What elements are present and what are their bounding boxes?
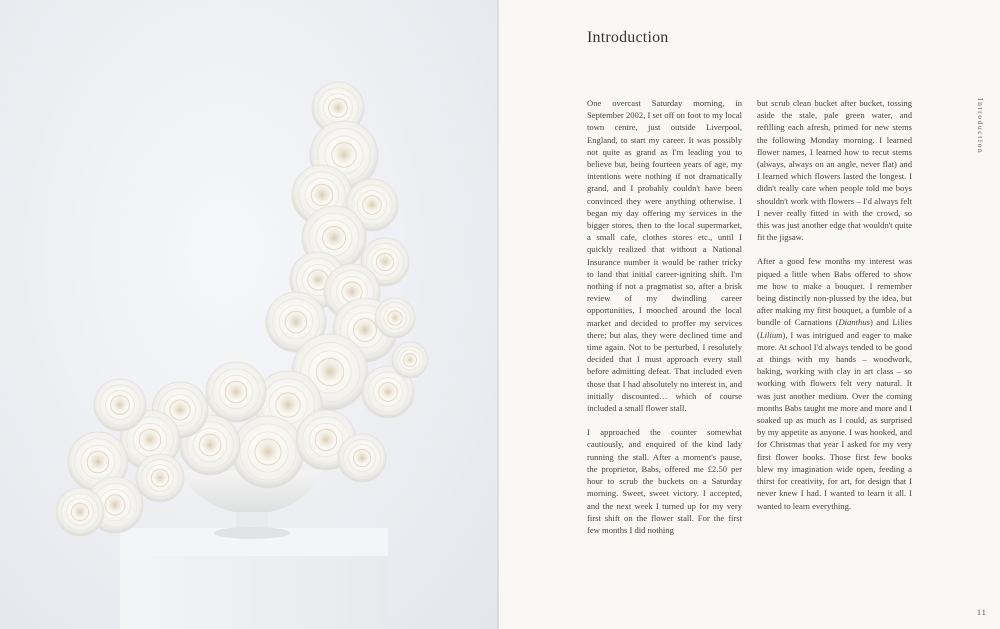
paragraph bbox=[757, 255, 912, 511]
latin-name-dianthus: Dianthus bbox=[838, 317, 870, 328]
paragraph: but scrub clean bucket after bucket, tossing aside the stale, pale green water, and refilling each afresh, primed for new stems the following Monday morning. I learned flower names, I learned how to recut stems (always, always on an angle, never flat) and I learned which flowers lasted the longest. I didn't really care when people told me boys shouldn't work with flowers – I'd always felt I never really fitted in with the crowd, so this was just another edge that wouldn't quite fit the jigsaw. bbox=[757, 98, 913, 243]
paragraph: I approached the counter somewhat cautiously, and enquired of the kind lady running the stall. After a moment's pause, the proprietor, Babs, offered me £2.50 per hour to scrub the buckets on a Saturday morning. Sweet, sweet victory. I accepted, and the next week I turned up for my very first shift on the flower stall. For the first few months I did nothing bbox=[587, 427, 742, 535]
text-run: ), I was intrigued and eager to make more. At school I'd always tended to be good at things with my hands – woodwork, baking, working with clay in art class – so working with flowers felt very natural. It was just another medium. Over the coming months Babs taught me more and more and I soaked up as much as I could, as surprised by my appetite as anyone. I was hooked, and for Christmas that year I asked for my very first flower books. Those first few books blew my imagination wide open, feeding a thirst for creativity, for art, for design that I never knew I had. I wanted to learn it all. I wanted to learn everything. bbox=[757, 329, 913, 511]
text-column-left bbox=[587, 97, 742, 548]
text-page bbox=[499, 0, 1000, 629]
paragraph: One overcast Saturday morning, in September 2002, I set off on foot to my local town centre, just outside Liverpool, England, to start my career. It was possibly not quite as grand as I'm leading you to believe but, being fourteen years of age, my intentions were nothing if not dramatically grand, and I probably couldn't have been convinced they were anything otherwise. I began my day offering my services in the bigger stores, then to the local supermarket, a small cafe, clothes stores etc., until I quickly realized that without a National Insurance number it would be rather tricky to land that initial career-igniting shift. I'm nothing if not a pragmatist so, after a brisk review of my dwindling career opportunities, I mooched around the local market and decided to proffer my services there; but alas, they were declined time and time again. Not to be perturbed, I resolutely decided that I must approach every stall before admitting defeat. That included even those that I had absolutely no interest in, and initially discounted… which of course included a small flower stall. bbox=[587, 98, 742, 414]
vase-foot bbox=[214, 527, 290, 539]
photo-page bbox=[0, 0, 499, 629]
dahlia-blooms bbox=[56, 82, 428, 536]
chapter-title: Introduction bbox=[587, 29, 669, 46]
latin-name-lilium: Lilium bbox=[759, 329, 783, 340]
text-run: ) and Lilies ( bbox=[757, 317, 913, 340]
flower-arrangement-photo bbox=[0, 0, 499, 629]
text-run: After a good few months my interest was piqued a little when Babs offered to show me how to make a bouquet. I remember being distinctly non-plussed by the idea, but after making my first bouquet, a fumble of a bundle of Carnations ( bbox=[757, 256, 912, 328]
running-head: Introduction bbox=[976, 98, 985, 155]
text-column-right bbox=[757, 97, 912, 524]
page-number: 11 bbox=[977, 608, 987, 617]
pedestal-block bbox=[120, 556, 388, 629]
